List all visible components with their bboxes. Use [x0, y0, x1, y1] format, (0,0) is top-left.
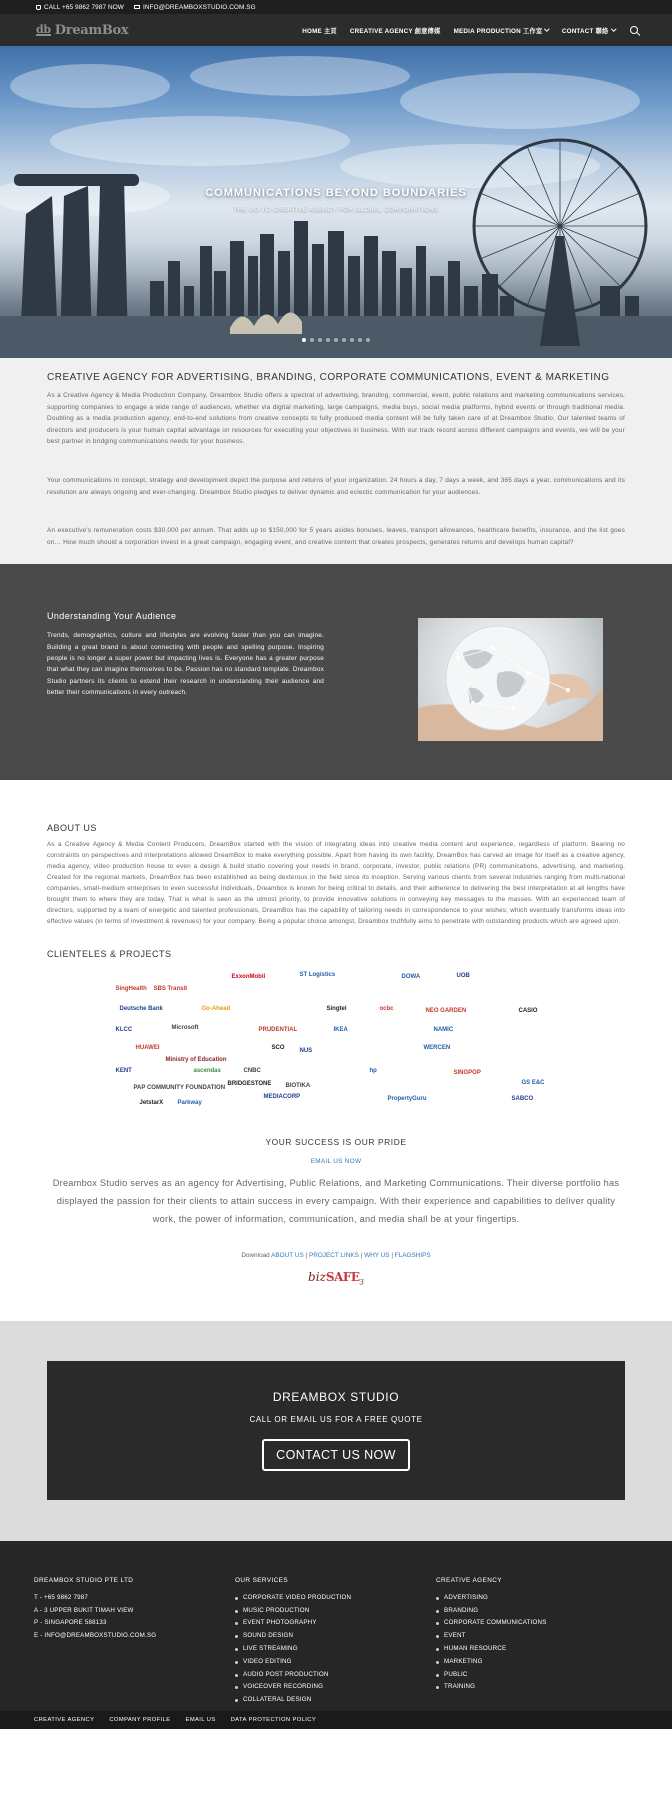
- footer-service-link[interactable]: LIVE STREAMING: [235, 1643, 351, 1656]
- intro-section: [0, 358, 672, 564]
- about-heading: ABOUT US: [47, 823, 97, 834]
- slider-dot-9[interactable]: [366, 338, 370, 342]
- clienteles-heading: CLIENTELES & PROJECTS: [47, 949, 172, 960]
- audience-heading: Understanding Your Audience: [47, 611, 177, 622]
- hero-subtitle: THE GO-TO CREATIVE AGENCY FOR GLOBAL CORPORATIONS: [233, 207, 439, 213]
- footer-agency-link[interactable]: PUBLIC: [436, 1669, 547, 1682]
- bizsafe-logo: [0, 1270, 672, 1286]
- slider-dot-1[interactable]: [302, 338, 306, 342]
- download-label: Download: [241, 1252, 272, 1260]
- email-contact[interactable]: [134, 4, 256, 11]
- menu-item-2[interactable]: [454, 26, 549, 35]
- pride-title: YOUR SUCCESS IS OUR PRIDE: [265, 1137, 407, 1148]
- client-logo: Singtel: [326, 1006, 347, 1013]
- download-link[interactable]: FLAGSHIPS: [394, 1252, 431, 1260]
- slider-dot-8[interactable]: [358, 338, 362, 342]
- footer-agency-link[interactable]: TRAINING: [436, 1681, 547, 1694]
- hero-caption: [0, 187, 672, 213]
- search-icon[interactable]: [630, 26, 638, 34]
- client-logo: WERCEN: [423, 1045, 451, 1052]
- client-logo: NUS: [299, 1048, 313, 1055]
- pride-section: [0, 1137, 672, 1286]
- client-logo: SCO: [271, 1045, 285, 1052]
- client-logo: Deutsche Bank: [119, 1006, 163, 1013]
- client-logo: HUAWEI: [135, 1045, 160, 1052]
- footer-agency-link[interactable]: CORPORATE COMMUNICATIONS: [436, 1617, 547, 1630]
- intro-heading: CREATIVE AGENCY FOR ADVERTISING, BRANDING, CORPORATE COMMUNICATIONS, EVENT & MARKETING: [47, 372, 610, 383]
- client-logo: PropertyGuru: [387, 1096, 427, 1103]
- bottom-link[interactable]: DATA PROTECTION POLICY: [230, 1716, 317, 1723]
- footer-services: [235, 1577, 351, 1707]
- client-logo-wall: [114, 969, 559, 1114]
- mail-icon: [134, 5, 140, 9]
- client-logo: SBS Transit: [153, 986, 188, 993]
- footer-agency-link[interactable]: MARKETING: [436, 1656, 547, 1669]
- bizsafe-safe: SAFE: [325, 1270, 360, 1285]
- download-link[interactable]: PROJECT LINKS: [308, 1252, 359, 1260]
- slider-dot-6[interactable]: [342, 338, 346, 342]
- footer-company-line: A - 3 UPPER BUKIT TIMAH VIEW: [34, 1606, 134, 1614]
- footer: [0, 1541, 672, 1711]
- footer-agency: [436, 1577, 547, 1694]
- client-logo: JetstarX: [139, 1100, 164, 1107]
- footer-agency-link[interactable]: BRANDING: [436, 1605, 547, 1618]
- chevron-down-icon: [545, 27, 550, 32]
- bottom-link[interactable]: EMAIL US: [185, 1716, 216, 1723]
- footer-company-line: T - +65 9862 7987: [34, 1593, 89, 1601]
- globe-in-hand-image: [418, 618, 603, 741]
- footer-company-heading: DREAMBOX STUDIO PTE LTD: [34, 1576, 134, 1584]
- pride-description: Dreambox Studio serves as an agency for Advertising, Public Relations, and Marketing Communications. Their diverse portfolio has displayed the passion for their clients to attain success in every campaign. With their experience and capabilities to deliver quality work, the power of information, communication, and media shall be at your fingertips.: [52, 1178, 620, 1225]
- about-section: [0, 780, 672, 1124]
- footer-service-link[interactable]: MUSIC PRODUCTION: [235, 1605, 351, 1618]
- menu-item-label: CREATIVE AGENCY 創意傳媒: [349, 27, 441, 35]
- logo-text: DreamBox: [54, 22, 129, 38]
- intro-paragraph-2: Your communications in concept, strategy and development depict the purpose and returns of your organization. 24 hours a day, 7 days a week, and 365 days a year, communications and its resolution are always ongoing and ever-changing. Dreambox Studio pledges to deliver dynamic and eclectic communication for your audiences.: [47, 476, 625, 496]
- intro-paragraph-1: As a Creative Agency & Media Production Company, Dreambox Studio offers a spectral of advertising, branding, commercial, event, public relations and marketing communications services, supporting companies to engage a wide range of audiences, whether via digital marketing, large campaigns, media buys, social media platforms, hybrid events or through traditional media. Doubling as a media production agency, end-to-end solutions from creative concepts to fully produced media content will be fully taken care of at Dreambox Studio. Our talented teams of directors and producers is your human capital advantage on resources for executing your objectives in business. With our track record across different campaigns and events, we will be your best partner in bridging communications needs for your business.: [47, 392, 625, 446]
- client-logo: ExxonMobil: [231, 974, 266, 981]
- link-separator: |: [303, 1252, 309, 1260]
- client-logo: UOB: [456, 973, 470, 980]
- client-logo: SABCO: [511, 1096, 534, 1103]
- hero-title: COMMUNICATIONS BEYOND BOUNDARIES: [205, 187, 467, 199]
- menu-item-label: CONTACT 聯絡: [561, 27, 609, 35]
- link-separator: |: [358, 1252, 365, 1260]
- bottom-bar: [0, 1711, 672, 1729]
- footer-agency-link[interactable]: EVENT: [436, 1630, 547, 1643]
- client-logo: SINGPOP: [453, 1070, 481, 1077]
- intro-paragraph-3: An executive's remuneration costs $30,000 per annum. That adds up to $150,000 for 5 years asides bonuses, leaves, transport allowances, healthcare benefits, insurance, and the list goes on… How much should a corporation invest in a great campaign, engaging event, and creative content that creates prospects, generates returns and develops human capital?: [47, 527, 625, 546]
- cta-title: DREAMBOX STUDIO: [272, 1389, 400, 1404]
- phone-text[interactable]: CALL +65 9862 7987 NOW: [44, 3, 124, 11]
- footer-company-line: E - INFO@DREAMBOXSTUDIO.COM.SG: [34, 1632, 157, 1640]
- client-logo: PAP COMMUNITY FOUNDATION: [133, 1085, 226, 1092]
- client-logo: Ministry of Education: [165, 1057, 227, 1064]
- chevron-down-icon: [611, 27, 616, 32]
- contact-us-button[interactable]: CONTACT US NOW: [262, 1439, 410, 1471]
- footer-company: [34, 1577, 156, 1643]
- phone-contact[interactable]: [36, 4, 124, 11]
- client-logo: NEO GARDEN: [425, 1008, 467, 1015]
- bizsafe-level: 3: [359, 1278, 364, 1287]
- logo-mark: db: [36, 22, 51, 36]
- slider-dot-3[interactable]: [318, 338, 322, 342]
- client-logo: KLCC: [115, 1027, 133, 1034]
- site-logo[interactable]: [36, 23, 128, 38]
- download-links: [0, 1252, 672, 1259]
- top-bar: [0, 0, 672, 14]
- client-logo: ocbc: [379, 1006, 394, 1013]
- slider-dots: [0, 338, 672, 342]
- main-header: [0, 14, 672, 46]
- client-logo: SingHealth: [115, 986, 147, 993]
- slider-dot-2[interactable]: [310, 338, 314, 342]
- menu-item-1[interactable]: [350, 26, 441, 35]
- email-text[interactable]: INFO@DREAMBOXSTUDIO.COM.SG: [142, 3, 256, 11]
- client-logo: CASIO: [518, 1008, 538, 1015]
- client-logo: hp: [369, 1068, 377, 1075]
- bottom-link[interactable]: COMPANY PROFILE: [109, 1716, 171, 1723]
- email-us-link[interactable]: EMAIL US NOW: [310, 1158, 362, 1166]
- audience-text: Trends, demographics, culture and lifestyles are evolving faster than you can imagine. Building a great brand is about connecting with people and spelling purpose. Inspiring people is no longer a super power but impacting lives is. Everyone has a greater purpose that what they can imagine themselves to be. Passion has no standard template. Dreambox Studio partners its clients to extend their research in understanding their audience and better their communications in every outreach.: [47, 632, 324, 696]
- client-logo: NAMIC: [433, 1027, 454, 1034]
- footer-service-link[interactable]: VOICEOVER RECORDING: [235, 1681, 351, 1694]
- cta-wrapper: [0, 1321, 672, 1541]
- menu-item-0[interactable]: [302, 26, 337, 35]
- slider-dot-4[interactable]: [326, 338, 330, 342]
- download-link[interactable]: ABOUT US: [271, 1252, 304, 1260]
- hero-slider: [0, 46, 672, 358]
- client-logo: BRIDGESTONE: [227, 1081, 272, 1088]
- cta-subtitle: CALL OR EMAIL US FOR A FREE QUOTE: [249, 1414, 423, 1424]
- client-logo: KENT: [115, 1068, 132, 1075]
- footer-service-link[interactable]: CORPORATE VIDEO PRODUCTION: [235, 1592, 351, 1605]
- footer-agency-heading: CREATIVE AGENCY: [436, 1576, 502, 1584]
- client-logo: DOWA: [401, 974, 421, 981]
- footer-agency-link[interactable]: HUMAN RESOURCE: [436, 1643, 547, 1656]
- menu-item-label: HOME 主頁: [302, 27, 337, 35]
- link-separator: |: [389, 1252, 395, 1260]
- bizsafe-biz: biz: [308, 1270, 326, 1285]
- download-link[interactable]: WHY US: [364, 1252, 390, 1260]
- client-logo: ascendas: [193, 1068, 221, 1075]
- footer-service-link[interactable]: COLLATERAL DESIGN: [235, 1694, 351, 1707]
- footer-service-link[interactable]: VIDEO EDITING: [235, 1656, 351, 1669]
- main-menu: [302, 14, 638, 46]
- phone-icon: [36, 5, 41, 10]
- footer-company-line: P - SINGAPORE 588133: [34, 1619, 107, 1627]
- client-logo: MEDIACORP: [263, 1094, 301, 1101]
- slider-dot-5[interactable]: [334, 338, 338, 342]
- about-text: As a Creative Agency & Media Content Producers, DreamBox started with the vision of integrating ideas into creative media content and experience, regardless of platform. Bearing no constraints on perspectives and interpretations allowed DreamBox to make everything possible. Apart from having its own facility, DreamBox has carved an image for itself as a creative agency, media agency, video production house to even a design & build studio covering your needs in brand, corporate, investor, public relations (PR) communications, advertising, and marketing. Created for the regional markets, DreamBox has been established as being dexterous in the field since its inception. Serving various clients from several industries ranging from multi-national companies, small-medium enterprises to even successful individuals, Dreambox is known for being critical to details, and their adherence to delivering the best interpretation at all lengths have brought them to where they are today. That is what is seen as the utmost priority, to provide innovative solutions in conveying key messages to the masses. With an experienced team of directors, supported by a team of energetic and talented professionals, DreamBox has the capability of tailoring needs in correspondence to your wishes; which eventually transforms ideas into effective values (in terms of investment & revenues) for your company. Being a popular choice amongst, Dreambox truthfully aims to penetrate with outstanding products which are agreed upon.: [47, 841, 625, 926]
- client-logo: BIOTIKA: [285, 1083, 311, 1090]
- footer-service-link[interactable]: EVENT PHOTOGRAPHY: [235, 1617, 351, 1630]
- footer-services-heading: OUR SERVICES: [235, 1576, 288, 1584]
- client-logo: CNBC: [243, 1068, 261, 1075]
- menu-item-3[interactable]: [562, 26, 615, 35]
- client-logo: GS E&C: [521, 1080, 545, 1087]
- menu-item-label: MEDIA PRODUCTION 工作室: [453, 27, 543, 35]
- client-logo: IKEA: [333, 1027, 348, 1034]
- client-logo: Parkway: [177, 1100, 202, 1107]
- client-logo: PRUDENTIAL: [258, 1027, 298, 1034]
- client-logo: ST Logistics: [299, 972, 336, 979]
- audience-section: [0, 564, 672, 780]
- client-logo: Microsoft: [171, 1025, 199, 1032]
- footer-agency-link[interactable]: ADVERTISING: [436, 1592, 547, 1605]
- client-logo: Go-Ahead: [201, 1006, 231, 1013]
- footer-service-link[interactable]: AUDIO POST PRODUCTION: [235, 1669, 351, 1682]
- footer-service-link[interactable]: SOUND DESIGN: [235, 1630, 351, 1643]
- bottom-link[interactable]: CREATIVE AGENCY: [34, 1716, 95, 1723]
- cta-box: [47, 1361, 625, 1500]
- slider-dot-7[interactable]: [350, 338, 354, 342]
